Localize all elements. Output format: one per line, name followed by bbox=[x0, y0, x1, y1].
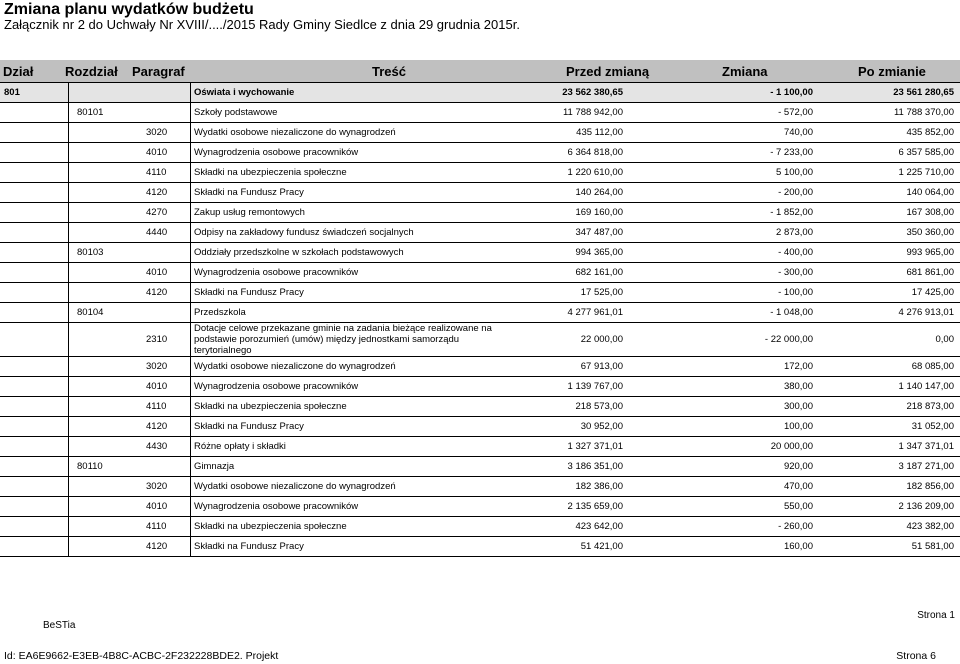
cell-zmiana: 20 000,00 bbox=[770, 440, 813, 452]
page-title: Zmiana planu wydatków budżetu bbox=[4, 1, 254, 18]
cell-przed: 140 264,00 bbox=[575, 186, 623, 198]
table-row bbox=[0, 397, 960, 417]
cell-zmiana: - 300,00 bbox=[778, 266, 813, 278]
footer-page-outer: Strona 6 bbox=[896, 650, 936, 662]
cell-paragraf: 2310 bbox=[146, 333, 168, 345]
header-dzial: Dział bbox=[3, 64, 34, 79]
cell-przed: 435 112,00 bbox=[576, 126, 623, 138]
footer-doc-id: Id: EA6E9662-E3EB-4B8C-ACBC-2F232228BDE2. Projekt bbox=[4, 650, 279, 662]
table-row bbox=[0, 223, 960, 243]
cell-paragraf: 4120 bbox=[146, 186, 168, 198]
cell-po: 2 136 209,00 bbox=[898, 500, 954, 512]
cell-zmiana: - 200,00 bbox=[778, 186, 813, 198]
cell-zmiana: 470,00 bbox=[783, 480, 813, 492]
cell-po: 435 852,00 bbox=[906, 126, 954, 138]
cell-zmiana: - 7 233,00 bbox=[770, 146, 813, 158]
cell-przed: 17 525,00 bbox=[580, 286, 623, 298]
cell-tresc: Odpisy na zakładowy fundusz świadczeń socjalnych bbox=[194, 226, 414, 238]
cell-przed: 30 952,00 bbox=[580, 420, 623, 432]
cell-przed: 994 365,00 bbox=[575, 246, 623, 258]
cell-zmiana: 100,00 bbox=[783, 420, 813, 432]
table-header bbox=[0, 60, 960, 82]
table-row-rozdzial bbox=[0, 243, 960, 263]
table-row bbox=[0, 437, 960, 457]
cell-przed: 682 161,00 bbox=[575, 266, 623, 278]
cell-zmiana: - 1 852,00 bbox=[770, 206, 813, 218]
cell-tresc: Składki na Fundusz Pracy bbox=[194, 186, 304, 198]
column-divider bbox=[68, 82, 69, 557]
cell-paragraf: 4010 bbox=[146, 500, 168, 512]
cell-paragraf: 4440 bbox=[146, 226, 168, 238]
table-row bbox=[0, 377, 960, 397]
cell-przed: 169 160,00 bbox=[575, 206, 623, 218]
cell-po: 4 276 913,01 bbox=[898, 306, 954, 318]
cell-po: 681 861,00 bbox=[906, 266, 954, 278]
cell-zmiana: 160,00 bbox=[783, 540, 813, 552]
cell-przed: 347 487,00 bbox=[575, 226, 623, 238]
cell-zmiana: 300,00 bbox=[783, 400, 813, 412]
table-row bbox=[0, 143, 960, 163]
header-przed: Przed zmianą bbox=[566, 64, 650, 79]
table-body bbox=[0, 82, 960, 557]
cell-tresc: Różne opłaty i składki bbox=[194, 440, 286, 452]
cell-przed: 67 913,00 bbox=[580, 360, 623, 372]
page-subtitle: Załącznik nr 2 do Uchwały Nr XVIII/..../2015 Rady Gminy Siedlce z dnia 29 grudnia 2015r. bbox=[4, 17, 520, 32]
cell-przed: 4 277 961,01 bbox=[567, 306, 623, 318]
footer-brand: BeSTia bbox=[43, 620, 76, 631]
cell-po: 1 140 147,00 bbox=[898, 380, 954, 392]
cell-paragraf: 4110 bbox=[146, 166, 167, 178]
cell-przed: 182 386,00 bbox=[575, 480, 623, 492]
cell-tresc: Wynagrodzenia osobowe pracowników bbox=[194, 380, 359, 392]
cell-tresc: Szkoły podstawowe bbox=[194, 106, 278, 118]
cell-po: 350 360,00 bbox=[906, 226, 954, 238]
cell-tresc: Składki na Fundusz Pracy bbox=[194, 286, 304, 298]
table-row bbox=[0, 183, 960, 203]
cell-po: 23 561 280,65 bbox=[893, 86, 954, 98]
cell-po: 140 064,00 bbox=[906, 186, 954, 198]
table-row-rozdzial bbox=[0, 103, 960, 123]
table-row bbox=[0, 163, 960, 183]
table-row bbox=[0, 203, 960, 223]
table-row bbox=[0, 123, 960, 143]
cell-przed: 22 000,00 bbox=[580, 333, 623, 345]
cell-tresc: Oświata i wychowanie bbox=[194, 86, 295, 98]
cell-przed: 2 135 659,00 bbox=[567, 500, 623, 512]
cell-po: 11 788 370,00 bbox=[893, 106, 954, 118]
table-row bbox=[0, 263, 960, 283]
cell-tresc: Wydatki osobowe niezaliczone do wynagrodzeń bbox=[194, 360, 396, 372]
cell-przed: 218 573,00 bbox=[575, 400, 623, 412]
cell-paragraf: 4430 bbox=[146, 440, 168, 452]
cell-paragraf: 4120 bbox=[146, 286, 168, 298]
cell-rozdzial: 80101 bbox=[77, 106, 104, 118]
cell-paragraf: 4110 bbox=[146, 400, 167, 412]
cell-po: 31 052,00 bbox=[911, 420, 954, 432]
cell-rozdzial: 80103 bbox=[77, 246, 104, 258]
table-row-rozdzial bbox=[0, 457, 960, 477]
table-row bbox=[0, 497, 960, 517]
cell-przed: 1 220 610,00 bbox=[567, 166, 623, 178]
cell-tresc: Wynagrodzenia osobowe pracowników bbox=[194, 266, 359, 278]
cell-paragraf: 4010 bbox=[146, 380, 168, 392]
cell-tresc: Dotacje celowe przekazane gminie na zadania bieżące realizowane na podstawie porozumień (umów) między jednostkami samorządu terytorialnego bbox=[194, 323, 492, 356]
cell-po: 993 965,00 bbox=[906, 246, 954, 258]
cell-tresc: Gimnazja bbox=[194, 460, 235, 472]
cell-paragraf: 3020 bbox=[146, 126, 168, 138]
cell-tresc: Oddziały przedszkolne w szkołach podstawowych bbox=[194, 246, 404, 258]
table-row bbox=[0, 537, 960, 557]
cell-przed: 3 186 351,00 bbox=[567, 460, 623, 472]
cell-zmiana: - 572,00 bbox=[778, 106, 813, 118]
cell-przed: 23 562 380,65 bbox=[562, 86, 623, 98]
cell-tresc: Przedszkola bbox=[194, 306, 246, 318]
cell-po: 68 085,00 bbox=[911, 360, 954, 372]
cell-zmiana: - 22 000,00 bbox=[764, 333, 813, 345]
cell-tresc: Składki na ubezpieczenia społeczne bbox=[194, 166, 347, 178]
cell-zmiana: 2 873,00 bbox=[776, 226, 813, 238]
cell-zmiana: 380,00 bbox=[783, 380, 813, 392]
table-row-dzial bbox=[0, 82, 960, 103]
cell-po: 3 187 271,00 bbox=[898, 460, 954, 472]
cell-po: 182 856,00 bbox=[906, 480, 954, 492]
cell-przed: 51 421,00 bbox=[580, 540, 623, 552]
cell-po: 1 347 371,01 bbox=[898, 440, 954, 452]
cell-zmiana: 920,00 bbox=[783, 460, 813, 472]
cell-zmiana: - 260,00 bbox=[778, 520, 813, 532]
cell-paragraf: 4120 bbox=[146, 540, 168, 552]
cell-zmiana: 172,00 bbox=[783, 360, 813, 372]
budget-table bbox=[0, 60, 960, 557]
cell-paragraf: 3020 bbox=[146, 360, 168, 372]
header-zmiana: Zmiana bbox=[722, 64, 768, 79]
table-row bbox=[0, 283, 960, 303]
cell-po: 17 425,00 bbox=[911, 286, 954, 298]
cell-paragraf: 4010 bbox=[146, 266, 168, 278]
cell-rozdzial: 80110 bbox=[77, 460, 103, 472]
cell-przed: 423 642,00 bbox=[575, 520, 623, 532]
header-tresc: Treść bbox=[372, 64, 406, 79]
table-row bbox=[0, 517, 960, 537]
cell-zmiana: 740,00 bbox=[783, 126, 813, 138]
cell-tresc: Wydatki osobowe niezaliczone do wynagrodzeń bbox=[194, 126, 396, 138]
cell-tresc: Składki na Fundusz Pracy bbox=[194, 540, 304, 552]
cell-paragraf: 4110 bbox=[146, 520, 167, 532]
table-row bbox=[0, 323, 960, 357]
cell-zmiana: - 400,00 bbox=[778, 246, 813, 258]
cell-po: 218 873,00 bbox=[906, 400, 954, 412]
cell-zmiana: - 100,00 bbox=[778, 286, 813, 298]
cell-paragraf: 4010 bbox=[146, 146, 168, 158]
cell-paragraf: 3020 bbox=[146, 480, 168, 492]
cell-przed: 1 327 371,01 bbox=[567, 440, 623, 452]
cell-po: 1 225 710,00 bbox=[898, 166, 954, 178]
header-po: Po zmianie bbox=[858, 64, 926, 79]
cell-tresc: Wydatki osobowe niezaliczone do wynagrodzeń bbox=[194, 480, 396, 492]
header-paragraf: Paragraf bbox=[132, 64, 185, 79]
cell-po: 167 308,00 bbox=[906, 206, 954, 218]
cell-po: 0,00 bbox=[935, 333, 954, 345]
cell-paragraf: 4120 bbox=[146, 420, 168, 432]
cell-dzial: 801 bbox=[4, 86, 20, 98]
header-rozdzial: Rozdział bbox=[65, 64, 118, 79]
cell-tresc: Składki na Fundusz Pracy bbox=[194, 420, 304, 432]
cell-po: 51 581,00 bbox=[911, 540, 954, 552]
cell-paragraf: 4270 bbox=[146, 206, 168, 218]
cell-przed: 11 788 942,00 bbox=[562, 106, 623, 118]
cell-przed: 6 364 818,00 bbox=[567, 146, 623, 158]
cell-rozdzial: 80104 bbox=[77, 306, 104, 318]
table-row-rozdzial bbox=[0, 303, 960, 323]
cell-zmiana: - 1 048,00 bbox=[770, 306, 813, 318]
cell-zmiana: - 1 100,00 bbox=[770, 86, 813, 98]
cell-tresc: Składki na ubezpieczenia społeczne bbox=[194, 520, 347, 532]
cell-tresc: Składki na ubezpieczenia społeczne bbox=[194, 400, 347, 412]
column-divider bbox=[190, 82, 191, 557]
table-row bbox=[0, 417, 960, 437]
cell-tresc: Zakup usług remontowych bbox=[194, 206, 305, 218]
footer-page-inner: Strona 1 bbox=[917, 610, 955, 621]
cell-zmiana: 550,00 bbox=[783, 500, 813, 512]
cell-przed: 1 139 767,00 bbox=[567, 380, 623, 392]
cell-po: 423 382,00 bbox=[906, 520, 954, 532]
cell-po: 6 357 585,00 bbox=[898, 146, 954, 158]
cell-zmiana: 5 100,00 bbox=[776, 166, 813, 178]
cell-tresc: Wynagrodzenia osobowe pracowników bbox=[194, 500, 359, 512]
table-row bbox=[0, 477, 960, 497]
cell-tresc: Wynagrodzenia osobowe pracowników bbox=[194, 146, 359, 158]
table-row bbox=[0, 357, 960, 377]
